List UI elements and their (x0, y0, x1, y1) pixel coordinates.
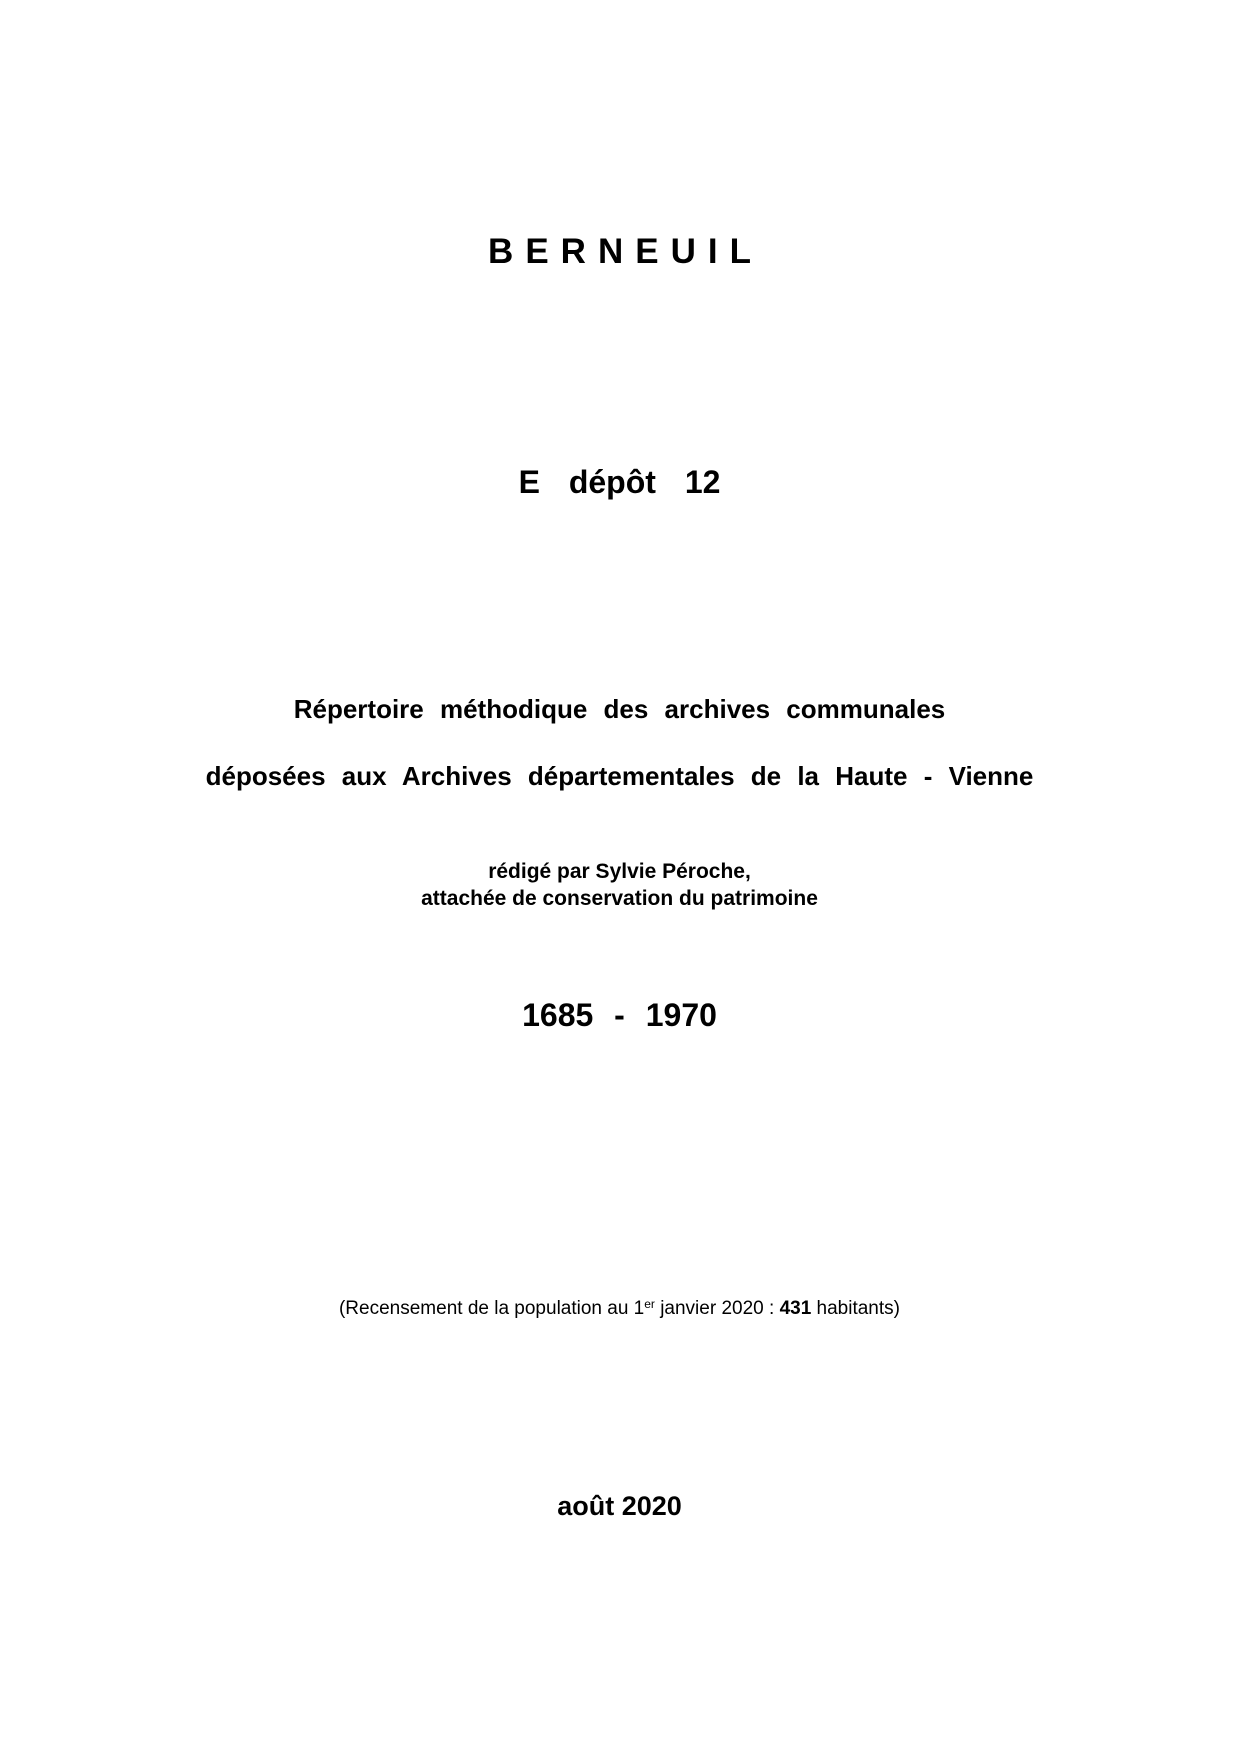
census-ordinal-suffix: er (644, 1297, 655, 1311)
document-title-line-2: déposées aux Archives départementales de la Haute - Vienne (205, 761, 1034, 791)
census-middle: janvier 2020 : (654, 1298, 780, 1319)
census-suffix: habitants) (811, 1298, 900, 1319)
publication-date: août 2020 (557, 1491, 682, 1521)
census-population-value: 431 (779, 1298, 812, 1319)
archive-reference: E dépôt 12 (518, 464, 721, 500)
document-title-line-1: Répertoire méthodique des archives communales (293, 694, 946, 724)
commune-name: BERNEUIL (488, 232, 763, 271)
census-prefix: (Recensement de la population au 1 (338, 1298, 645, 1319)
census-note (0, 1298, 1239, 1320)
author-line-1: rédigé par Sylvie Péroche, (488, 860, 751, 883)
author-line-2: attachée de conservation du patrimoine (421, 887, 818, 910)
date-range: 1685 - 1970 (522, 997, 717, 1033)
